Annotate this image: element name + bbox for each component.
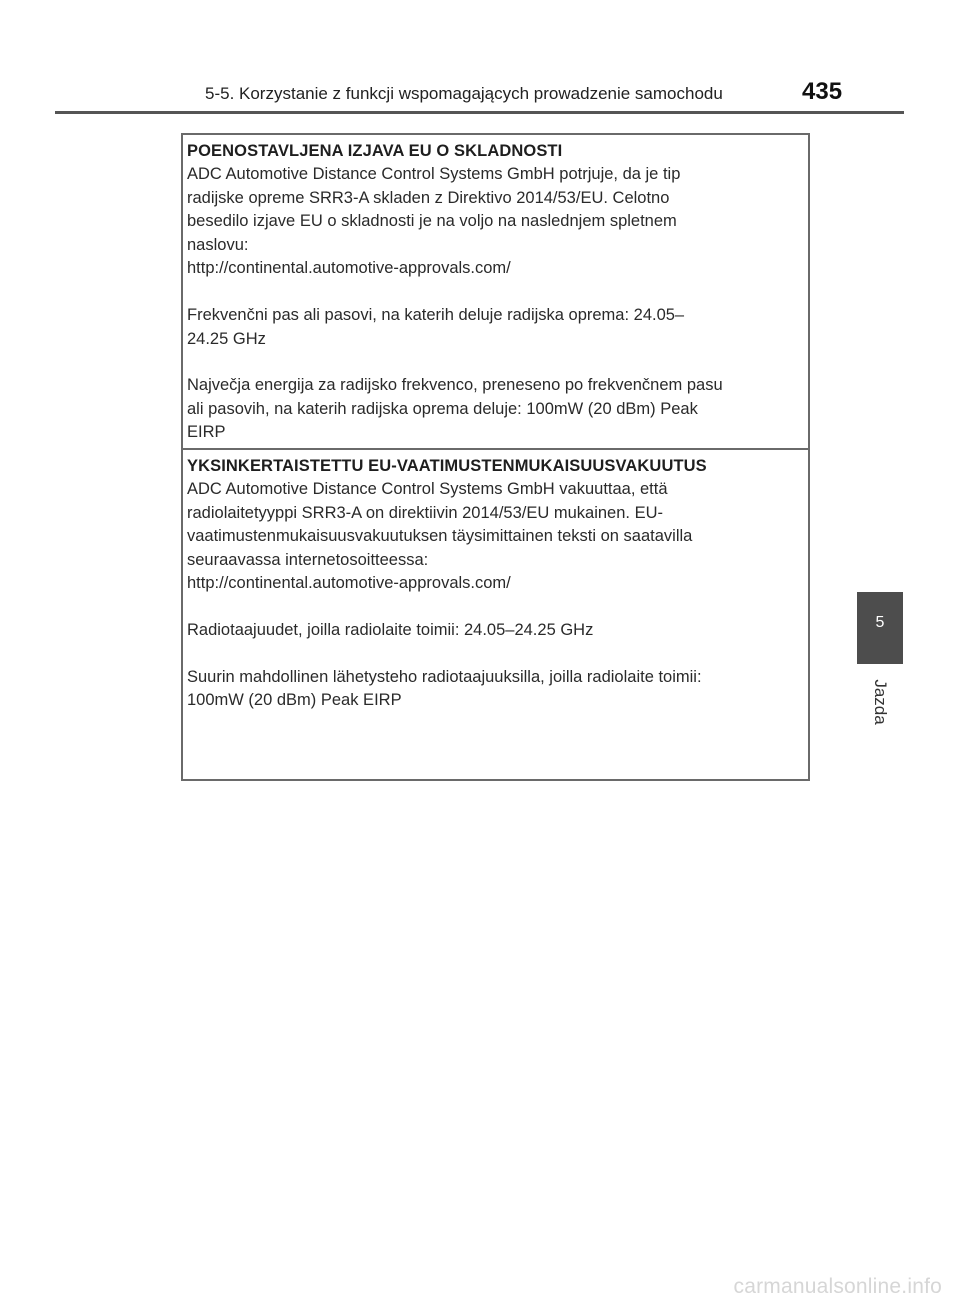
page-number: 435: [802, 78, 843, 105]
chapter-label-text: Jazda: [871, 679, 890, 725]
declaration-line: ADC Automotive Distance Control Systems GmbH potrjuje, da je tip: [187, 165, 681, 183]
declaration-line: besedilo izjave EU o skladnosti je na voljo na naslednjem spletnem: [187, 212, 677, 231]
declaration-url: http://continental.automotive-approvals.com/: [187, 259, 511, 278]
section-title: 5-5. Korzystanie z funkcji wspomagających prowadzenie samochodu: [205, 84, 723, 103]
declaration-heading: POENOSTAVLJENA IZJAVA EU O SKLADNOSTI: [187, 142, 563, 160]
power-line: EIRP: [187, 423, 226, 442]
chapter-number: 5: [875, 614, 885, 631]
declaration-line: naslovu:: [187, 235, 249, 254]
declaration-heading: YKSINKERTAISTETTU EU-VAATIMUSTENMUKAISUUSVAKUUTUS: [187, 457, 707, 475]
frequency-line: Frekvenčni pas ali pasovi, na katerih deluje radijska oprema: 24.05–: [187, 305, 685, 324]
declaration-line: radiolaitetyyppi SRR3-A on direktiivin 2014/53/EU mukainen. EU-: [187, 503, 663, 522]
header-rule: [55, 111, 904, 114]
eu-declaration-box: [181, 133, 810, 781]
declaration-finnish: [183, 450, 808, 779]
declaration-line: seuraavassa internetosoitteessa:: [187, 550, 429, 569]
power-line: ali pasovih, na katerih radijska oprema deluje: 100mW (20 dBm) Peak: [187, 399, 698, 418]
declaration-line: radijske opreme SRR3-A skladen z Direktivo 2014/53/EU. Celotno: [187, 188, 670, 207]
chapter-label: [856, 672, 904, 732]
chapter-tab[interactable]: [857, 592, 903, 664]
declaration-line: vaatimustenmukaisuusvakuutuksen täysimittainen teksti on saatavilla: [187, 527, 693, 546]
power-line: Največja energija za radijsko frekvenco, preneseno po frekvenčnem pasu: [187, 376, 723, 395]
declaration-slovenian: [183, 135, 808, 450]
power-line: 100mW (20 dBm) Peak EIRP: [187, 691, 402, 710]
declaration-url: http://continental.automotive-approvals.com/: [187, 574, 511, 593]
frequency-line: Radiotaajuudet, joilla radiolaite toimii: 24.05–24.25 GHz: [187, 620, 594, 639]
declaration-line: ADC Automotive Distance Control Systems GmbH vakuuttaa, että: [187, 480, 668, 498]
watermark: carmanualsonline.info: [733, 1275, 942, 1298]
frequency-line: 24.25 GHz: [187, 329, 266, 348]
page-header: [0, 0, 960, 115]
power-line: Suurin mahdollinen lähetysteho radiotaajuuksilla, joilla radiolaite toimii:: [187, 667, 702, 686]
